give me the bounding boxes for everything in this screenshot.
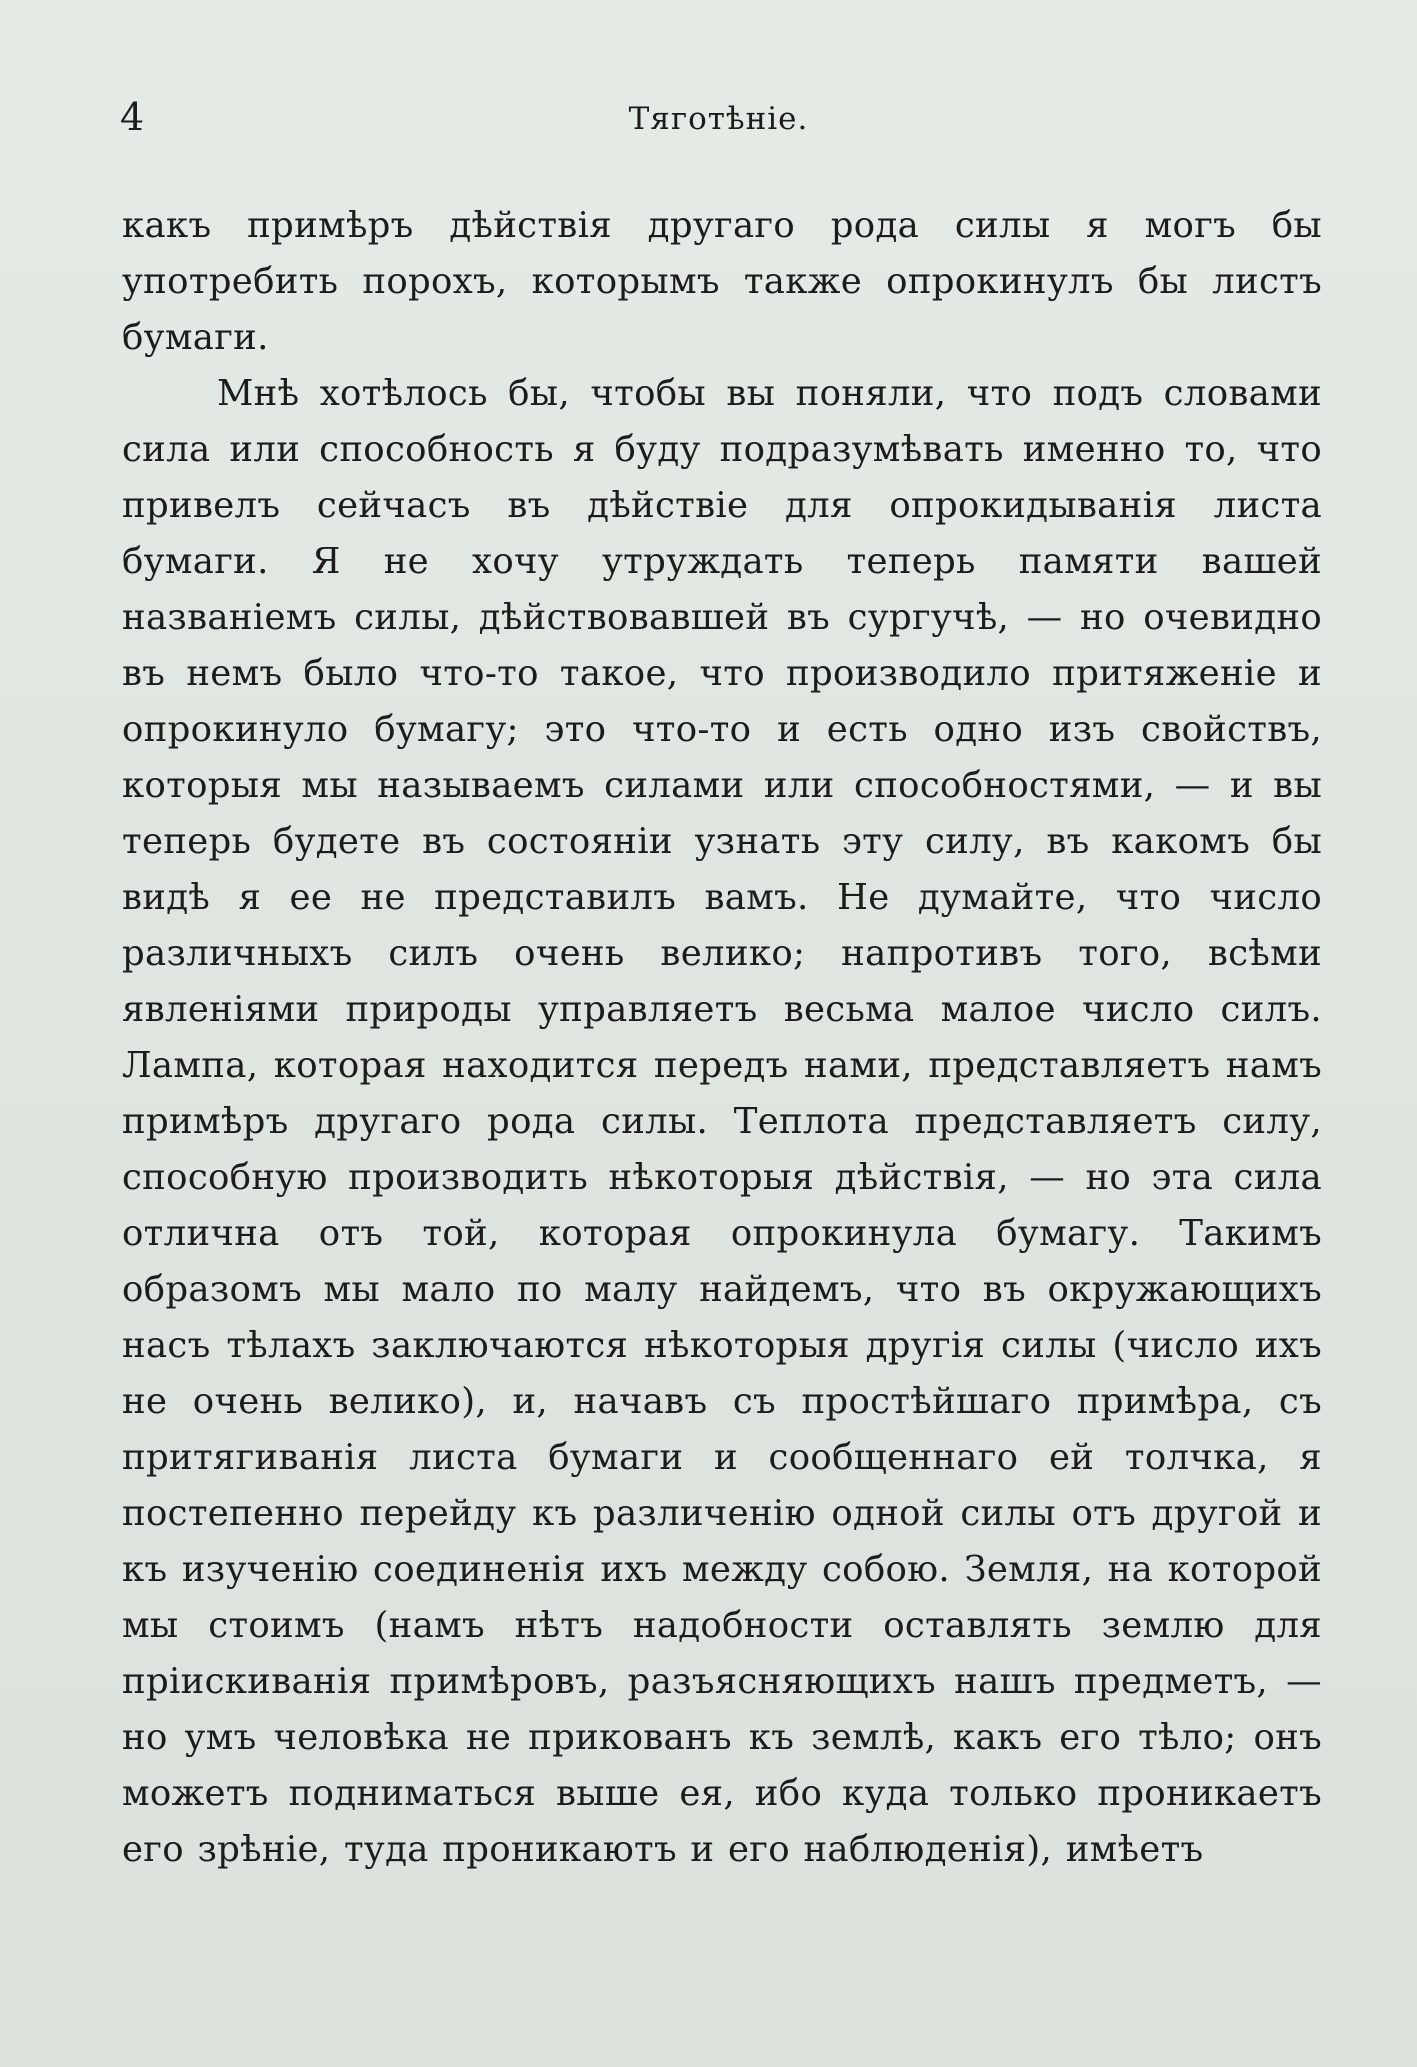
- paragraph-continuation: какъ примѣръ дѣйствія другаго рода силы я могъ бы употребить порохъ, которымъ также опрокинулъ бы листъ бумаги.: [122, 205, 1322, 358]
- page-header: [120, 95, 1317, 145]
- page-number: 4: [120, 95, 145, 139]
- paragraph-main: Мнѣ хотѣлось бы, чтобы вы поняли, что подъ словами сила или способность я буду подразумѣвать именно то, что привелъ сейчасъ въ дѣйствіе для опрокидыванія листа бумаги. Я не хочу утруждать теперь памяти вашей названіемъ силы, дѣйствовавшей въ сургучѣ, — но очевидно въ немъ было что-то такое, что производило притяженіе и опрокинуло бумагу; это что-то и есть одно изъ свойствъ, которыя мы называемъ силами или способностями, — и вы теперь будете въ состояніи узнать эту силу, въ какомъ бы видѣ я ее не представилъ вамъ. Не думайте, что число различныхъ силъ очень велико; напротивъ того, всѣми явленіями природы управляетъ весьма малое число силъ. Лампа, которая находится передъ нами, представляетъ намъ примѣръ другаго рода силы. Теплота представляетъ силу, способную производить нѣкоторыя дѣйствія, — но эта сила отлична отъ той, которая опрокинула бумагу. Такимъ образомъ мы мало по малу найдемъ, что въ окружающихъ насъ тѣлахъ заключаются нѣкоторыя другія силы (число ихъ не очень велико), и, начавъ съ простѣйшаго примѣра, съ притягиванія листа бумаги и сообщеннаго ей толчка, я постепенно перейду къ различенію одной силы отъ другой и къ изученію соединенія ихъ между собою. Земля, на которой мы стоимъ (намъ нѣтъ надобности оставлять землю для пріискиванія примѣровъ, разъясняющихъ нашъ предметъ, — но умъ человѣка не прикованъ къ землѣ, какъ его тѣло; онъ можетъ подниматься выше ея, ибо куда только проникаетъ его зрѣніе, туда проникаютъ и его наблюденія), имѣетъ: [122, 373, 1322, 1870]
- body-text: [122, 198, 1322, 1878]
- running-title: Тяготѣніе.: [628, 101, 809, 137]
